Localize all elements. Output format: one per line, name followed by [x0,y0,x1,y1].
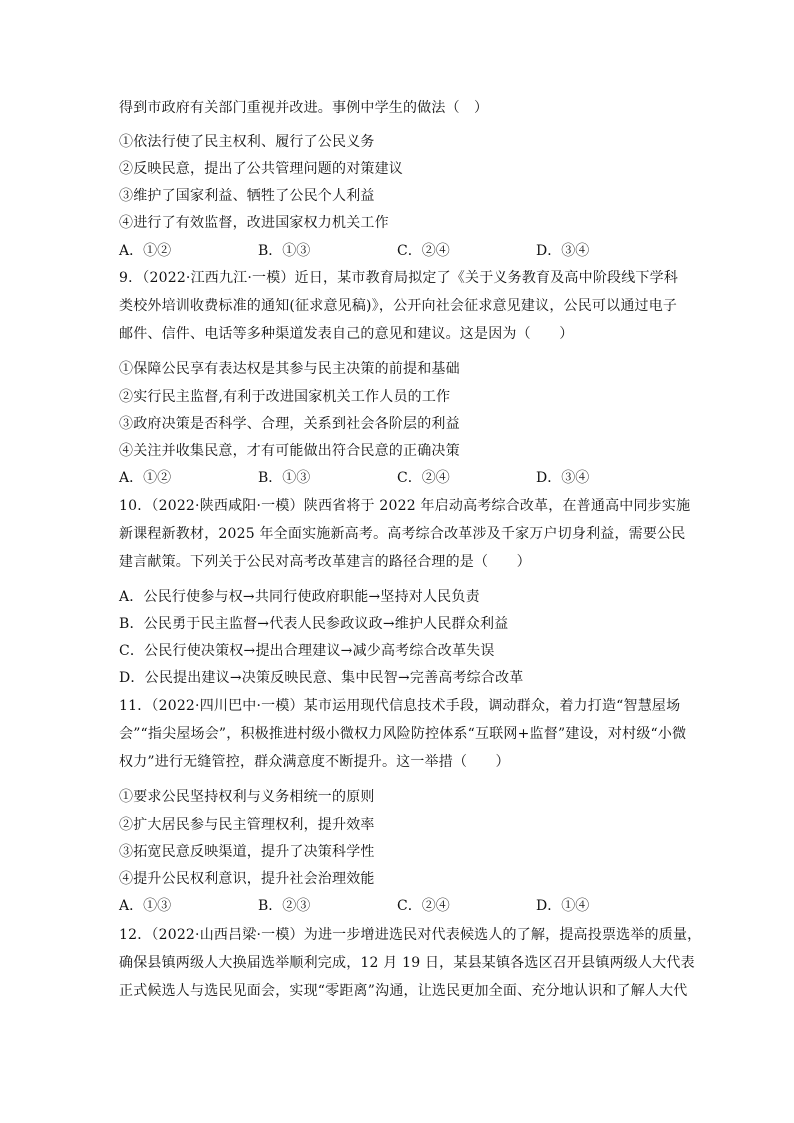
q8-option-4: ④进行了有效监督，改进国家权力机关工作 [119,215,389,231]
q8-stem-tail: 得到市政府有关部门重视并改进。事例中学生的做法（ ） [119,100,489,116]
q10-stem-line-3: 建言献策。下列关于公民对高考改革建言的路径合理的是（ ） [119,554,531,570]
q8-option-1: ①依法行使了民主权利、履行了公民义务 [119,134,375,150]
q8-choice-d: D．③④ [536,243,590,259]
q8-option-2: ②反映民意，提出了公共管理问题的对策建议 [119,161,403,177]
q9-stem-line-2: 类校外培训收费标准的通知(征求意见稿)》，公开向社会征求意见建议，公民可以通过电子 [119,298,678,314]
q8-choice-b: B．①③ [258,243,311,259]
q11-option-4: ④提升公民权利意识，提升社会治理效能 [119,871,375,887]
q11-stem-line-1: 11．（2022·四川巴中·一模）某市运用现代信息技术手段，调动群众，着力打造“智慧屋场 [119,698,681,714]
q9-option-2: ②实行民主监督,有利于改进国家机关工作人员的工作 [119,389,451,405]
q9-stem-line-1: 9．（2022·江西九江·一模）近日，某市教育局拟定了《关于义务教育及高中阶段线下学科 [119,270,679,286]
q11-choices [119,897,679,915]
q8-choices [119,242,679,260]
q12-stem-line-3: 正式候选人与选民见面会，实现“零距离”沟通，让选民更加全面、充分地认识和了解人大代 [119,983,688,999]
q11-choice-a: A．①③ [119,898,172,914]
q8-option-3: ③维护了国家利益、牺牲了公民个人利益 [119,188,375,204]
q12-stem-line-1: 12．（2022·山西吕梁·一模）为进一步增进选民对代表候选人的了解，提高投票选举的质量， [119,927,702,943]
q9-choice-a: A．①② [119,470,172,486]
q9-choice-d: D．③④ [536,470,590,486]
q12-stem-line-2: 确保县镇两级人大换届选举顺利完成，12 月 19 日，某县某镇各选区召开县镇两级人大代表 [119,955,695,971]
q10-stem-line-2: 新课程新教材，2025 年全面实施新高考。高考综合改革涉及千家万户切身利益，需要公民 [119,526,686,542]
q9-option-4: ④关注并收集民意，才有可能做出符合民意的正确决策 [119,443,460,459]
q11-option-2: ②扩大居民参与民主管理权利，提升效率 [119,817,375,833]
q10-option-a: A．公民行使参与权→共同行使政府职能→坚持对人民负责 [119,589,480,605]
q9-choices [119,469,679,487]
q9-option-1: ①保障公民享有表达权是其参与民主决策的前提和基础 [119,361,460,377]
q9-choice-b: B．①③ [258,470,311,486]
q10-option-b: B．公民勇于民主监督→代表人民参政议政→维护人民群众利益 [119,616,509,632]
q9-choice-c: C．②④ [397,470,450,486]
q11-choice-d: D．①④ [536,898,590,914]
q8-choice-a: A．①② [119,243,172,259]
q11-stem-line-3: 权力”进行无缝管控，群众满意度不断提升。这一举措（ ） [119,754,510,770]
q11-stem-line-2: 会”“指尖屋场会”，积极推进村级小微权力风险防控体系“互联网+监督”建设，对村级“小微 [119,726,687,742]
q10-option-c: C．公民行使决策权→提出合理建议→减少高考综合改革失误 [119,643,495,659]
q10-stem-line-1: 10．（2022·陕西咸阳·一模）陕西省将于 2022 年启动高考综合改革，在普通高中同步实施 [119,498,691,514]
q10-option-d: D．公民提出建议→决策反映民意、集中民智→完善高考综合改革 [119,670,524,686]
q9-stem-line-3: 邮件、信件、电话等多种渠道发表自己的意见和建议。这是因为（ ） [119,326,574,342]
q11-option-1: ①要求公民坚持权利与义务相统一的原则 [119,789,375,805]
q11-option-3: ③拓宽民意反映渠道，提升了决策科学性 [119,844,375,860]
q8-choice-c: C．②④ [397,243,450,259]
q11-choice-b: B．②③ [258,898,311,914]
q11-choice-c: C．②④ [397,898,450,914]
q9-option-3: ③政府决策是否科学、合理，关系到社会各阶层的利益 [119,416,460,432]
